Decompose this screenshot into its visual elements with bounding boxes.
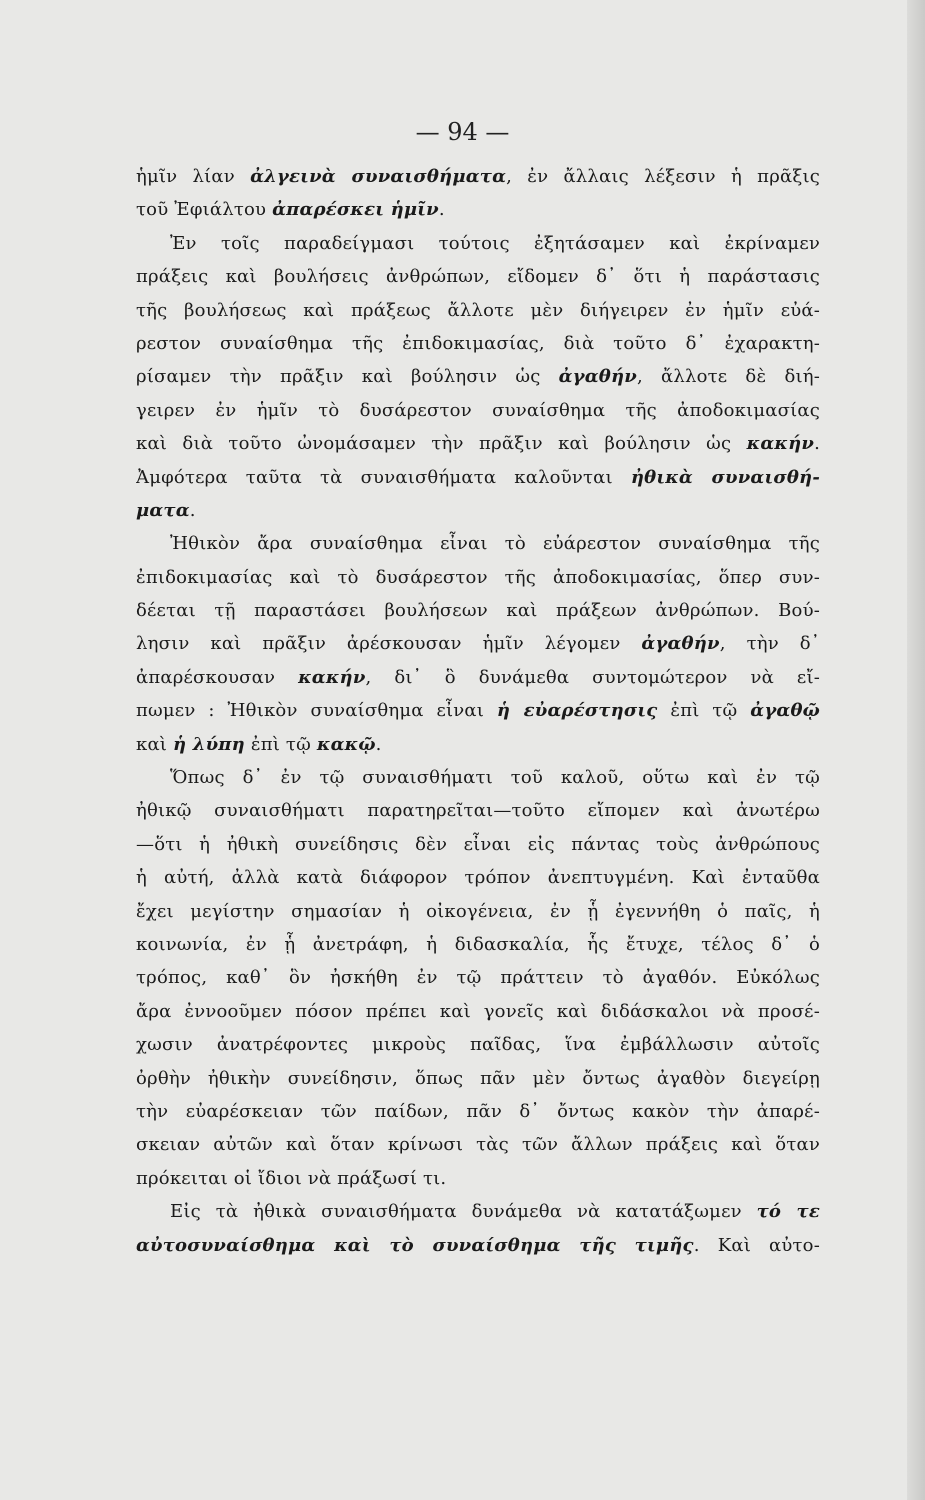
page-number: — 94 — xyxy=(415,118,510,146)
text-span: κοινωνία, ἐν ᾗ ἀνετράφη, ἡ διδασκαλία, ἧς ἔτυχε, τέλος δ᾿ ὁ xyxy=(136,933,820,955)
text-span: . Καὶ αὐτο- xyxy=(693,1234,820,1256)
text-line xyxy=(136,961,820,994)
text-span: , τὴν δ᾿ xyxy=(719,633,820,655)
text-line xyxy=(136,461,820,494)
emphasis-span: κακῷ xyxy=(316,733,376,755)
text-span: . xyxy=(438,199,445,221)
text-line xyxy=(136,1028,820,1061)
emphasis-span: ἀγαθήν xyxy=(641,633,720,655)
text-line xyxy=(136,728,820,761)
text-line xyxy=(136,160,820,193)
text-span: τρόπος, καθ᾿ ὃν ἠσκήθη ἐν τῷ πράττειν τὸ ἀγαθόν. Εὐκόλως xyxy=(136,967,820,989)
text-span: ἔχει μεγίστην σημασίαν ἡ οἰκογένεια, ἐν ᾗ ἐγεννήθη ὁ παῖς, ἡ xyxy=(136,900,820,922)
emphasis-span: ἡ εὐαρέστησις xyxy=(496,700,658,722)
page-edge-shadow xyxy=(907,0,925,1500)
text-line xyxy=(136,360,820,393)
text-span: Ὅπως δ᾿ ἐν τῷ συναισθήματι τοῦ καλοῦ, οὕτω καὶ ἐν τῷ xyxy=(170,767,820,789)
emphasis-span: κακήν xyxy=(746,433,815,455)
text-span: ἐπὶ τῷ xyxy=(657,700,751,722)
emphasis-span: ἀλγεινὰ συναισθήματα xyxy=(250,166,507,187)
text-line xyxy=(136,193,820,226)
text-span: καὶ xyxy=(136,733,173,755)
text-span: ρεστον συναίσθημα τῆς ἐπιδοκιμασίας, διὰ τοῦτο δ᾿ ἐχαρακτη- xyxy=(136,332,820,354)
emphasis-span: κακήν xyxy=(298,666,366,688)
text-line xyxy=(136,294,820,327)
text-span: , δι᾿ ὃ δυνάμεθα συντομώτερον νὰ εἴ- xyxy=(365,666,820,688)
text-span: πρόκειται οἱ ἴδιοι νὰ πράξωσί τι. xyxy=(136,1167,447,1189)
text-span: . xyxy=(375,733,382,755)
text-line xyxy=(136,561,820,594)
text-span: . xyxy=(814,433,820,455)
text-span: γειρεν ἐν ἡμῖν τὸ δυσάρεστον συναίσθημα τῆς ἀποδοκιμασίας xyxy=(136,399,820,421)
text-line xyxy=(136,761,820,794)
text-span: καὶ διὰ τοῦτο ὠνομάσαμεν τὴν πρᾶξιν καὶ βούλησιν ὡς xyxy=(136,433,747,455)
text-span: —ὅτι ἡ ἠθικὴ συνείδησις δὲν εἶναι εἰς πάντας τοὺς ἀνθρώπους xyxy=(136,833,820,855)
text-line xyxy=(136,1095,820,1128)
text-span: , ἄλλοτε δὲ διή- xyxy=(636,366,820,388)
text-line xyxy=(136,794,820,827)
text-span: πράξεις καὶ βουλήσεις ἀνθρώπων, εἴδομεν δ᾿ ὅτι ἡ παράστασις xyxy=(136,266,820,288)
emphasis-span: ἀγαθῷ xyxy=(750,700,820,722)
text-span: Εἰς τὰ ἠθικὰ συναισθήματα δυνάμεθα νὰ κατατάξωμεν xyxy=(170,1201,757,1223)
text-span: τοῦ Ἐφιάλτου xyxy=(136,199,273,221)
emphasis-span: αὐτοσυναίσθημα καὶ τὸ συναίσθημα τῆς τιμῆς xyxy=(136,1234,694,1256)
emphasis-span: ματα xyxy=(136,499,190,521)
emphasis-span: ἀγαθήν xyxy=(558,366,637,388)
body-text xyxy=(136,160,820,1262)
text-span: ἄρα ἐννοοῦμεν πόσον πρέπει καὶ γονεῖς καὶ διδάσκαλοι νὰ προσέ- xyxy=(136,1000,820,1022)
text-line xyxy=(136,828,820,861)
text-line xyxy=(136,627,820,660)
text-span: χωσιν ἀνατρέφοντες μικροὺς παῖδας, ἵνα ἐμβάλλωσιν αὐτοῖς xyxy=(136,1034,820,1056)
text-span: ἡ αὐτή, ἀλλὰ κατὰ διάφορον τρόπον ἀνεπτυγμένη. Καὶ ἐνταῦθα xyxy=(136,867,820,889)
text-span: ρίσαμεν τὴν πρᾶξιν καὶ βούλησιν ὡς xyxy=(136,366,559,388)
text-line xyxy=(136,694,820,727)
text-span: ἐπὶ τῷ xyxy=(244,733,317,755)
text-line xyxy=(136,327,820,360)
text-line xyxy=(136,394,820,427)
emphasis-span: τό τε xyxy=(756,1201,820,1223)
text-line xyxy=(136,661,820,694)
text-span: ἡμῖν λίαν xyxy=(136,166,251,187)
text-span: τὴν εὐαρέσκειαν τῶν παίδων, πᾶν δ᾿ ὄντως κακὸν τὴν ἀπαρέ- xyxy=(136,1100,820,1122)
text-line xyxy=(136,1128,820,1161)
text-line xyxy=(136,227,820,260)
text-line xyxy=(136,995,820,1028)
text-line xyxy=(136,427,820,460)
text-span: . xyxy=(189,499,196,521)
text-line xyxy=(136,1195,820,1228)
text-span: ὀρθὴν ἠθικὴν συνείδησιν, ὅπως πᾶν μὲν ὄντως ἀγαθὸν διεγείρῃ xyxy=(136,1067,820,1089)
text-span: ἠθικῷ συναισθήματι παρατηρεῖται—τοῦτο εἴπομεν καὶ ἀνωτέρω xyxy=(136,800,820,822)
emphasis-span: ἀπαρέσκει ἡμῖν xyxy=(272,199,439,221)
text-line xyxy=(136,928,820,961)
text-line xyxy=(136,861,820,894)
text-line xyxy=(136,260,820,293)
text-line xyxy=(136,1162,820,1195)
emphasis-span: ἠθικὰ συναισθή- xyxy=(630,466,820,488)
text-line xyxy=(136,1062,820,1095)
text-line xyxy=(136,594,820,627)
text-span: πωμεν : Ἠθικὸν συναίσθημα εἶναι xyxy=(136,700,497,722)
emphasis-span: ἡ λύπη xyxy=(173,733,245,755)
text-span: σκειαν αὐτῶν καὶ ὅταν κρίνωσι τὰς τῶν ἄλλων πράξεις καὶ ὅταν xyxy=(136,1134,820,1156)
text-span: Ἀμφότερα ταῦτα τὰ συναισθήματα καλοῦνται xyxy=(136,466,631,488)
text-line xyxy=(136,1229,820,1262)
text-span: τῆς βουλήσεως καὶ πράξεως ἄλλοτε μὲν διήγειρεν ἐν ἡμῖν εὐά- xyxy=(136,299,820,321)
text-line xyxy=(136,494,820,527)
text-span: , ἐν ἄλλαις λέξεσιν ἡ πρᾶξις xyxy=(506,166,820,187)
text-span: Ἐν τοῖς παραδείγμασι τούτοις ἐξητάσαμεν καὶ ἐκρίναμεν xyxy=(170,232,820,254)
text-span: ἐπιδοκιμασίας καὶ τὸ δυσάρεστον τῆς ἀποδοκιμασίας, ὅπερ συν- xyxy=(136,566,820,588)
text-span: ἀπαρέσκουσαν xyxy=(136,666,299,688)
text-span: λησιν καὶ πρᾶξιν ἀρέσκουσαν ἡμῖν λέγομεν xyxy=(136,633,642,655)
text-span: Ἠθικὸν ἄρα συναίσθημα εἶναι τὸ εὐάρεστον συναίσθημα τῆς xyxy=(170,533,820,555)
text-line xyxy=(136,895,820,928)
text-span: δέεται τῇ παραστάσει βουλήσεων καὶ πράξεων ἀνθρώπων. Βού- xyxy=(136,600,820,622)
text-line xyxy=(136,527,820,560)
